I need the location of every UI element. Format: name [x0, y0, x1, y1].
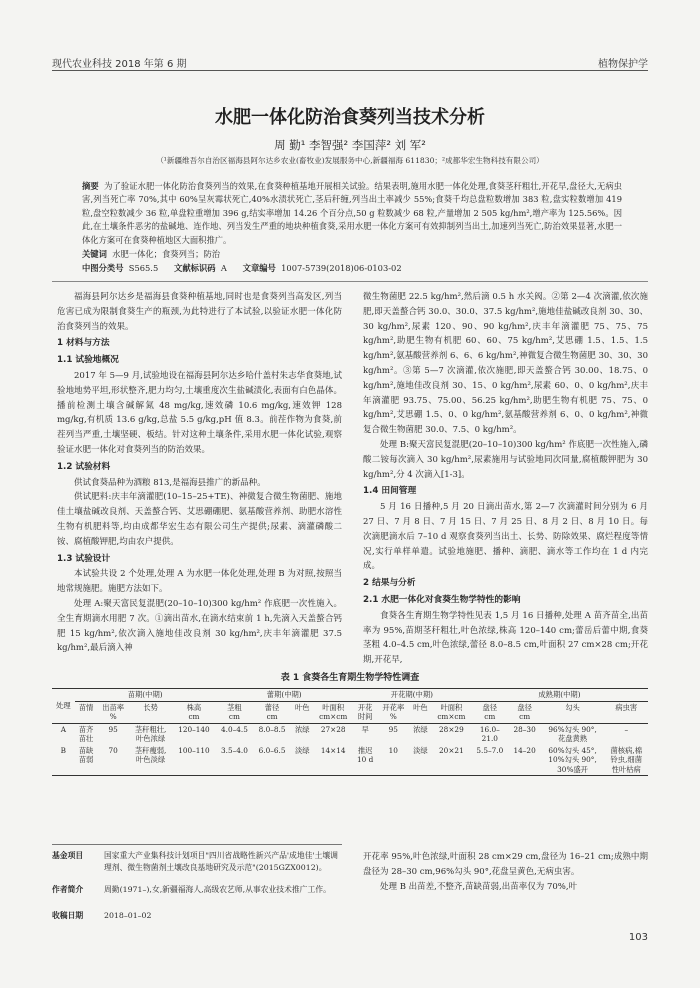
table-group-header: 开花期(中期)	[353, 689, 471, 702]
table-column-header: 叶面积 cm×cm	[432, 701, 471, 723]
table-header-treatment: 处理	[52, 689, 75, 724]
table-cell: 苗齐 苗壮	[78, 724, 94, 743]
subsection-heading: 1.4 田间管理	[363, 486, 417, 497]
table-cell: –	[624, 724, 629, 734]
table-cell: B	[52, 745, 75, 776]
table-cell: 菌核病,棉 铃虫,细菌 性叶枯病	[605, 745, 648, 776]
table-cell: 早	[361, 724, 369, 734]
table-cell: 96%勾头 90°, 花盘黄熟	[548, 724, 597, 743]
table-cell: 8.0–8.5	[258, 724, 286, 734]
table-cell: 120–140	[178, 724, 210, 734]
doc-code-label: 文献标识码	[174, 263, 216, 273]
table-column-header: 苗情	[75, 701, 98, 723]
footnote-label: 基金项目	[52, 851, 84, 860]
table-column-header: 出苗率 %	[97, 701, 129, 723]
table-cell: 6.0–6.5	[253, 745, 291, 776]
table-column-header: 勾头	[541, 701, 605, 723]
abstract-rule	[52, 281, 648, 282]
table-column-header: 盘径 cm	[509, 701, 541, 723]
table-cell: 28×29	[439, 724, 464, 734]
table-cell: 茎秆粗壮, 叶色浓绿	[134, 724, 167, 743]
table-row	[52, 723, 648, 745]
footnote-text: 国家重大产业集科技计划项目"四川省战略性新兴产品'成地佳'土壤调理剂、微生物菌剂土壤改良基地研究及示范"(2015GZX0012)。	[104, 851, 338, 872]
subsection-heading: 2.1 水肥一体化对食葵生物学特性的影响	[363, 594, 521, 605]
section-heading: 2 结果与分析	[363, 578, 416, 589]
article-title: 水肥一体化防治食葵列当技术分析	[215, 107, 485, 128]
table-cell: 14–20	[509, 745, 541, 776]
journal-issue: 现代农业科技 2018 年第 6 期	[52, 59, 187, 70]
table-cell: 4.0–4.5	[221, 724, 248, 734]
table-cell: 浓绿	[294, 724, 310, 734]
table-group-header: 蕾期(中期)	[216, 689, 353, 702]
abstract-text: 为了验证水肥一体化防治食葵列当的效果,在食葵种植基地开展相关试验。结果表明,施用水肥一体化处理,食葵茎秆粗壮,开花早,盘径大,无病虫害,列当死亡率 70%,其中 60%呈灰霉状死亡,40%水渍状死亡,茎后秆缠,列当出土率减少 55%;食葵千均总盘粒数增加 383 粒,盘实粒数增加 419 粒,盘空粒数减少 36 粒,单盘粒重增加 396 g,结实率增加 14.26 个百分点,50 g 粒数减少 68 粒,产量增加 2 505 kg/hm²,增产率为 125.56%。因此,在土壤条件恶劣的盐碱地、连作地、列当发生严重的地块种植食葵,采用水肥一体化方案可有效抑制列当出土,加速列当死亡,防治效果显著,水肥一体化方案可在食葵种植地区大面积推广。	[82, 181, 622, 245]
section-heading: 1 材料与方法	[57, 338, 110, 349]
footnote-text: 周勤(1971–),女,新疆福海人,高级农艺师,从事农业技术推广工作。	[104, 885, 331, 894]
table-cell: A	[60, 724, 66, 734]
table-title: 表 1 食葵各生育期生物学特性调查	[280, 673, 420, 683]
table-cell: 5.5–7.0	[471, 745, 509, 776]
table-cell: 14×14	[314, 745, 353, 776]
right-column	[363, 290, 648, 668]
doc-code-value: A	[220, 263, 227, 273]
body-paragraph: 处理 B 出苗差,不整齐,苗缺苗弱,出苗率仅为 70%,叶	[380, 881, 578, 892]
table-column-header: 长势	[129, 701, 172, 723]
table-cell: 100–110	[172, 745, 215, 776]
table-cell: 3.5–4.0	[216, 745, 254, 776]
abstract	[82, 180, 622, 247]
body-paragraph: 供试食葵品种为酒粮 813,是福海县推广的新品种。	[74, 477, 266, 488]
left-column	[57, 290, 342, 656]
table-cell: 浓绿	[413, 724, 428, 734]
table-cell: 95	[388, 724, 398, 734]
table-column-header: 开花 时间	[353, 701, 378, 723]
subsection-heading: 1.3 试验设计	[57, 553, 111, 564]
keywords-label: 关键词	[82, 249, 107, 259]
body-paragraph: 2017 年 5—9 月,试验地设在福海县阿尔达乡哈什盖村朱志华食葵地,试验地地势平坦,形状整齐,肥力均匀,土壤重度次生盐碱渍化,表面有白色晶体。播前检测土壤含碱解氮 48 mg/kg,速效磷 10.6 mg/kg,速效钾 128 mg/kg,有机质 13.6 g/kg,总盐 5.5 g/kg,pH 值 8.3。前茬作物为食葵,前茬列当严重,土壤坚硬、板结。针对这种土壤条件,采用水肥一体化试验,观察验证水肥一体化对食葵列当的防治效果。	[57, 370, 342, 455]
table-cell: 60%勾头 45°, 10%勾头 90°, 30%盛开	[541, 745, 605, 776]
table-cell: 淡绿	[409, 745, 432, 776]
table-column-header: 开花率 %	[378, 701, 410, 723]
footnote-rule	[52, 844, 342, 845]
table-cell: 28–30	[513, 724, 536, 734]
article-number-value: 1007-5739(2018)06-0103-02	[281, 263, 402, 273]
table-cell: 茎秆瘦弱, 叶色淡绿	[129, 745, 172, 776]
body-paragraph: 开花率 95%,叶色浓绿,叶面积 28 cm×29 cm,盘径为 16–21 cm;成熟中期盘径为 28–30 cm,96%勾头 90°,花盘呈黄色,无病虫害。	[363, 852, 648, 877]
table-group-header: 苗期(中期)	[75, 689, 216, 702]
page-number: 103	[628, 932, 648, 943]
body-paragraph: 福海县阿尔达乡是福海县食葵种植基地,同时也是食葵列当高发区,列当危害已成为限制食葵生产的瓶颈,为此特进行了本试验,以验证水肥一体化防治食葵列当的效果。	[57, 292, 342, 332]
authors: 周 勤¹ 李智强² 李国萍² 刘 军²	[274, 138, 426, 152]
abstract-label: 摘要	[82, 181, 99, 191]
table-column-header: 茎粗 cm	[216, 701, 254, 723]
section-name: 植物保护学	[598, 59, 648, 70]
table-cell: 推迟 10 d	[353, 745, 378, 776]
table-group-header: 成熟期(中期)	[471, 689, 648, 702]
table-row	[52, 745, 648, 776]
footnote-label: 作者简介	[52, 885, 84, 894]
table-cell: 淡绿	[291, 745, 314, 776]
table-cell: 16.0– 21.0	[479, 724, 500, 743]
body-paragraph: 食葵各生育期生物学特性见表 1,5 月 16 日播种,处理 A 苗齐苗全,出苗率为 95%,苗期茎秆粗壮,叶色浓绿,株高 120–140 cm;蕾岳后蕾中期,食葵茎粗 4.0–4.5 cm,叶色浓绿,蕾径 8.0–8.5 cm,叶面积 27 cm×28 cm;开花期,开花早,	[363, 610, 648, 666]
body-paragraph: 供试肥料:庆丰年滴灌肥(10–15–25+TE)、神微复合微生物菌肥、施地佳土壤盐碱改良剂、天盖螯合钙、艾思硼硼肥、氨基酸营养剂、助肥水溶性生物有机肥料等,均由成都华宏生态有限公司生产提供;尿素、滴灌磷酸二铵、腐植酸钾肥,均由农户提供。	[57, 492, 342, 547]
right-column-bottom	[363, 850, 648, 894]
table-column-header: 株高 cm	[172, 701, 215, 723]
subsection-heading: 1.1 试验地概况	[57, 355, 119, 366]
clc-value: S565.5	[128, 263, 159, 273]
body-paragraph: 处理 B:聚天富民复混肥(20–10–10)300 kg/hm² 作底肥一次性施入,磷酸二铵每次滴入 30 kg/hm²,尿素施用与试验地同次同量,腐植酸钾肥为 30 kg/hm²,分 4 次滴入[1-3]。	[363, 439, 648, 480]
body-paragraph: 处理 A:聚天富民复混肥(20–10–10)300 kg/hm² 作底肥一次性施入。全生育期滴水用肥 7 次。①滴出苗水,在滴水结束前 1 h,先滴入天盖螯合钙肥 15 kg/hm²,依次滴入施地佳改良剂 30 kg/hm²,庆丰年滴灌肥 37.5 kg/hm²,最后滴入神	[57, 598, 342, 654]
footnote-text: 2018–01–02	[104, 911, 152, 920]
table-cell: 苗缺 苗弱	[75, 745, 98, 776]
table-cell: 10	[378, 745, 410, 776]
footnote-label: 收稿日期	[52, 911, 84, 920]
body-paragraph: 微生物菌肥 22.5 kg/hm²,然后滴 0.5 h 水关阀。②第 2—4 次滴灌,依次施肥,即天盖螯合钙 30.0、30.0、37.5 kg/hm²,施地佳盐碱改良剂 30、30、30 kg/hm²,尿素 120、90、90 kg/hm²,庆丰年滴灌肥 75、75、75 kg/hm²,助肥生物有机肥 60、60、75 kg/hm²,艾思硼 1.5、1.5、1.5 kg/hm²,氨基酸营养剂 6、6、6 kg/hm²,神微复合微生物菌肥 30、30、30 kg/hm²。③第 5—7 次滴灌,依次施肥,即天盖螯合钙 30.00、18.75、0 kg/hm²,施地佳改良剂 30、15、0 kg/hm²,尿素 60、0、0 kg/hm²,庆丰年滴灌肥 93.75、75.00、56.25 kg/hm²,助肥生物有机肥 75、75、0 kg/hm²,艾思硼 1.5、0、0 kg/hm²,氨基酸营养剂 6、0、0 kg/hm²,神微复合微生物菌肥 30.0、7.5、0 kg/hm²。	[363, 292, 648, 436]
footnotes	[52, 850, 344, 930]
body-paragraph: 本试验共设 2 个处理,处理 A 为水肥一体化处理,处理 B 为对照,按照当地常规施肥。施肥方法如下。	[57, 569, 342, 595]
header-rule	[52, 70, 648, 71]
table-cell: 70	[97, 745, 129, 776]
table-column-header: 病虫害	[605, 701, 648, 723]
keywords-line	[82, 248, 622, 261]
table-cell: 27×28	[320, 724, 346, 734]
affiliation: （¹新疆维吾尔自治区福海县阿尔达乡农业(畜牧业)发展服务中心,新疆福海 611830；²成都华宏生物科技有限公司）	[156, 156, 544, 165]
classification-line	[82, 262, 622, 275]
table-column-header: 叶面积 cm×cm	[314, 701, 353, 723]
keywords: 水肥一体化；食葵列当；防治	[112, 249, 221, 259]
table-cell: 20×21	[432, 745, 471, 776]
table-column-header: 叶色	[291, 701, 314, 723]
clc-label: 中图分类号	[82, 263, 124, 273]
table-column-header: 叶色	[409, 701, 432, 723]
biology-table	[52, 688, 648, 776]
table-column-header: 蕾径 cm	[253, 701, 291, 723]
table-cell: 95	[108, 724, 118, 734]
table-column-header: 盘径 cm	[471, 701, 509, 723]
article-number-label: 文章编号	[242, 263, 276, 273]
subsection-heading: 1.2 试验材料	[57, 461, 111, 472]
body-paragraph: 5 月 16 日播种,5 月 20 日滴出苗水,第 2—7 次滴灌时间分别为 6 月 27 日、7 月 8 日、7 月 15 日、7 月 25 日、8 月 2 日、8 月 10 日。每次滴肥滴水后 7–10 d 观察食葵列当出土、长势、防除效果、腐烂程度等情况,实行单样单遣。试验地施肥、播种、滴肥、滴水等工作均在 1 d 内完成。	[363, 502, 648, 572]
